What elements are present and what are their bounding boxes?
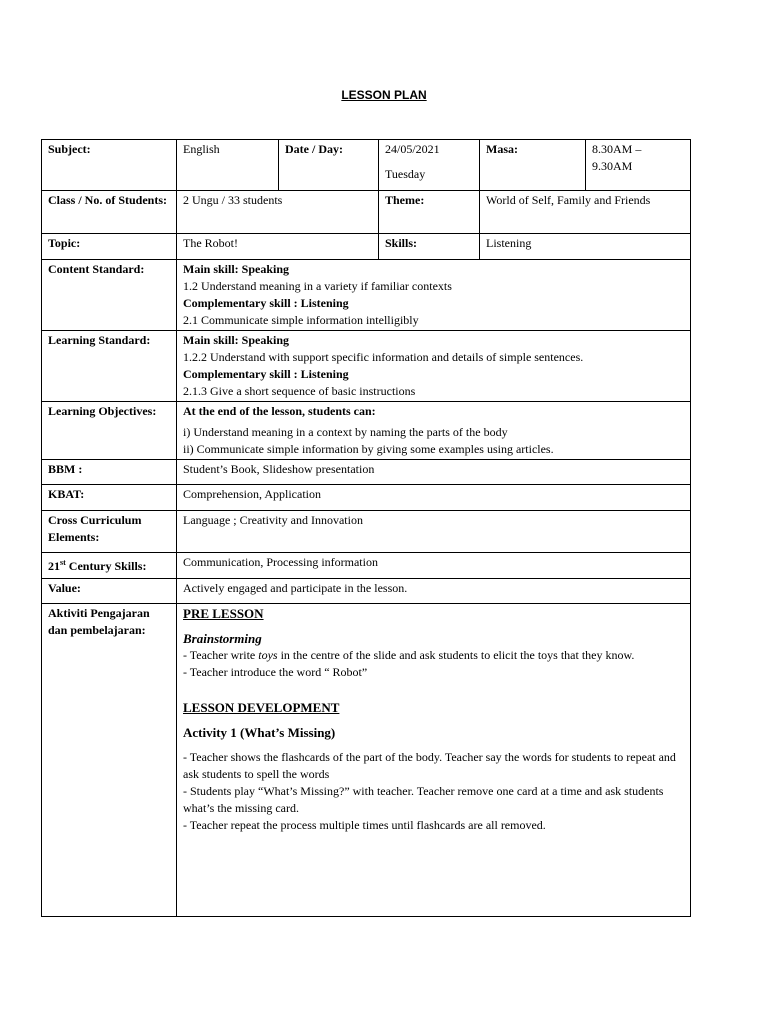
cs-comp-item: 2.1 Communicate simple information intelligibly: [183, 313, 419, 327]
row-century-skills: [42, 553, 691, 579]
day-value: Tuesday: [385, 167, 426, 181]
learning-objectives-label: Learning Objectives:: [42, 402, 177, 460]
value-value: Actively engaged and participate in the lesson.: [177, 579, 691, 604]
learning-standard-value: [177, 331, 691, 402]
cs-comp-skill: Complementary skill : Listening: [183, 296, 349, 310]
masa-cell: [586, 140, 691, 191]
row-bbm: [42, 460, 691, 485]
page-title: [0, 88, 768, 102]
cs-main-skill: Main skill: Speaking: [183, 262, 290, 276]
ls-main-item: 1.2.2 Understand with support specific information and details of simple sentences.: [183, 350, 584, 364]
date-value: 24/05/2021: [385, 142, 440, 156]
kbat-value: Comprehension, Application: [177, 485, 691, 511]
activity-step-1: - Teacher shows the flashcards of the part of the body. Teacher say the words for students to repeat and ask students to spell the words: [183, 750, 676, 781]
pre-step1-a: - Teacher write: [183, 648, 259, 662]
row-value: [42, 579, 691, 604]
theme-label: Theme:: [379, 191, 480, 234]
activity-step-2: - Students play “What’s Missing?” with teacher. Teacher remove one card at a time and ask students what’s the missing card.: [183, 784, 664, 815]
value-label: Value:: [42, 579, 177, 604]
lesson-plan-table: [41, 139, 691, 917]
cross-curriculum-value: Language ; Creativity and Innovation: [177, 511, 691, 553]
lesson-development-heading: LESSON DEVELOPMENT: [183, 700, 340, 715]
date-cell: [379, 140, 480, 191]
subject-label: Subject:: [42, 140, 177, 191]
row-subject: [42, 140, 691, 191]
century-rest: Century Skills:: [65, 559, 147, 573]
row-activities: [42, 604, 691, 917]
row-class: [42, 191, 691, 234]
skills-label: Skills:: [379, 234, 480, 260]
masa-label: Masa:: [480, 140, 586, 191]
century-skills-value: Communication, Processing information: [177, 553, 691, 579]
ls-comp-skill: Complementary skill : Listening: [183, 367, 349, 381]
bbm-label: BBM :: [42, 460, 177, 485]
topic-label: Topic:: [42, 234, 177, 260]
cross-curriculum-label: Cross Curriculum Elements:: [42, 511, 177, 553]
date-label: Date / Day:: [279, 140, 379, 191]
activities-label: Aktiviti Pengajaran dan pembelajaran:: [42, 604, 177, 917]
bbm-value: Student’s Book, Slideshow presentation: [177, 460, 691, 485]
pre-step1-c: in the centre of the slide and ask students to elicit the toys that they know.: [277, 648, 635, 662]
pre-step1-toys: toys: [258, 648, 278, 662]
century-num: 21: [48, 559, 60, 573]
skills-value: Listening: [480, 234, 691, 260]
lo-objective-1: i) Understand meaning in a context by naming the parts of the body: [183, 425, 508, 439]
lo-objective-2: ii) Communicate simple information by giving some examples using articles.: [183, 442, 554, 456]
row-cross-curriculum: [42, 511, 691, 553]
century-skills-label: [42, 553, 177, 579]
ls-comp-item: 2.1.3 Give a short sequence of basic instructions: [183, 384, 416, 398]
century-sup: st: [60, 558, 66, 567]
masa-value-start: 8.30AM –: [592, 142, 642, 156]
learning-objectives-value: [177, 402, 691, 460]
learning-standard-label: Learning Standard:: [42, 331, 177, 402]
pre-lesson-heading: PRE LESSON: [183, 606, 264, 621]
theme-value: World of Self, Family and Friends: [480, 191, 691, 234]
row-topic: [42, 234, 691, 260]
activity-step-3: - Teacher repeat the process multiple times until flashcards are all removed.: [183, 818, 546, 832]
pre-lesson-step-1: [183, 647, 684, 664]
kbat-label: KBAT:: [42, 485, 177, 511]
pre-lesson-step-2: - Teacher introduce the word “ Robot”: [183, 665, 368, 679]
content-standard-label: Content Standard:: [42, 260, 177, 331]
row-content-standard: [42, 260, 691, 331]
brainstorming-heading: Brainstorming: [183, 631, 262, 646]
row-kbat: [42, 485, 691, 511]
class-value: 2 Ungu / 33 students: [177, 191, 379, 234]
content-standard-value: [177, 260, 691, 331]
subject-value: English: [177, 140, 279, 191]
masa-value-end: 9.30AM: [592, 159, 633, 173]
topic-value: The Robot!: [177, 234, 379, 260]
ls-main-skill: Main skill: Speaking: [183, 333, 290, 347]
title-text: LESSON PLAN: [341, 88, 427, 102]
activity-1-heading: Activity 1 (What’s Missing): [183, 725, 336, 740]
cs-main-item: 1.2 Understand meaning in a variety if familiar contexts: [183, 279, 452, 293]
activities-value: [177, 604, 691, 917]
row-learning-standard: [42, 331, 691, 402]
class-label: Class / No. of Students:: [42, 191, 177, 234]
lo-intro: At the end of the lesson, students can:: [183, 404, 376, 418]
row-learning-objectives: [42, 402, 691, 460]
